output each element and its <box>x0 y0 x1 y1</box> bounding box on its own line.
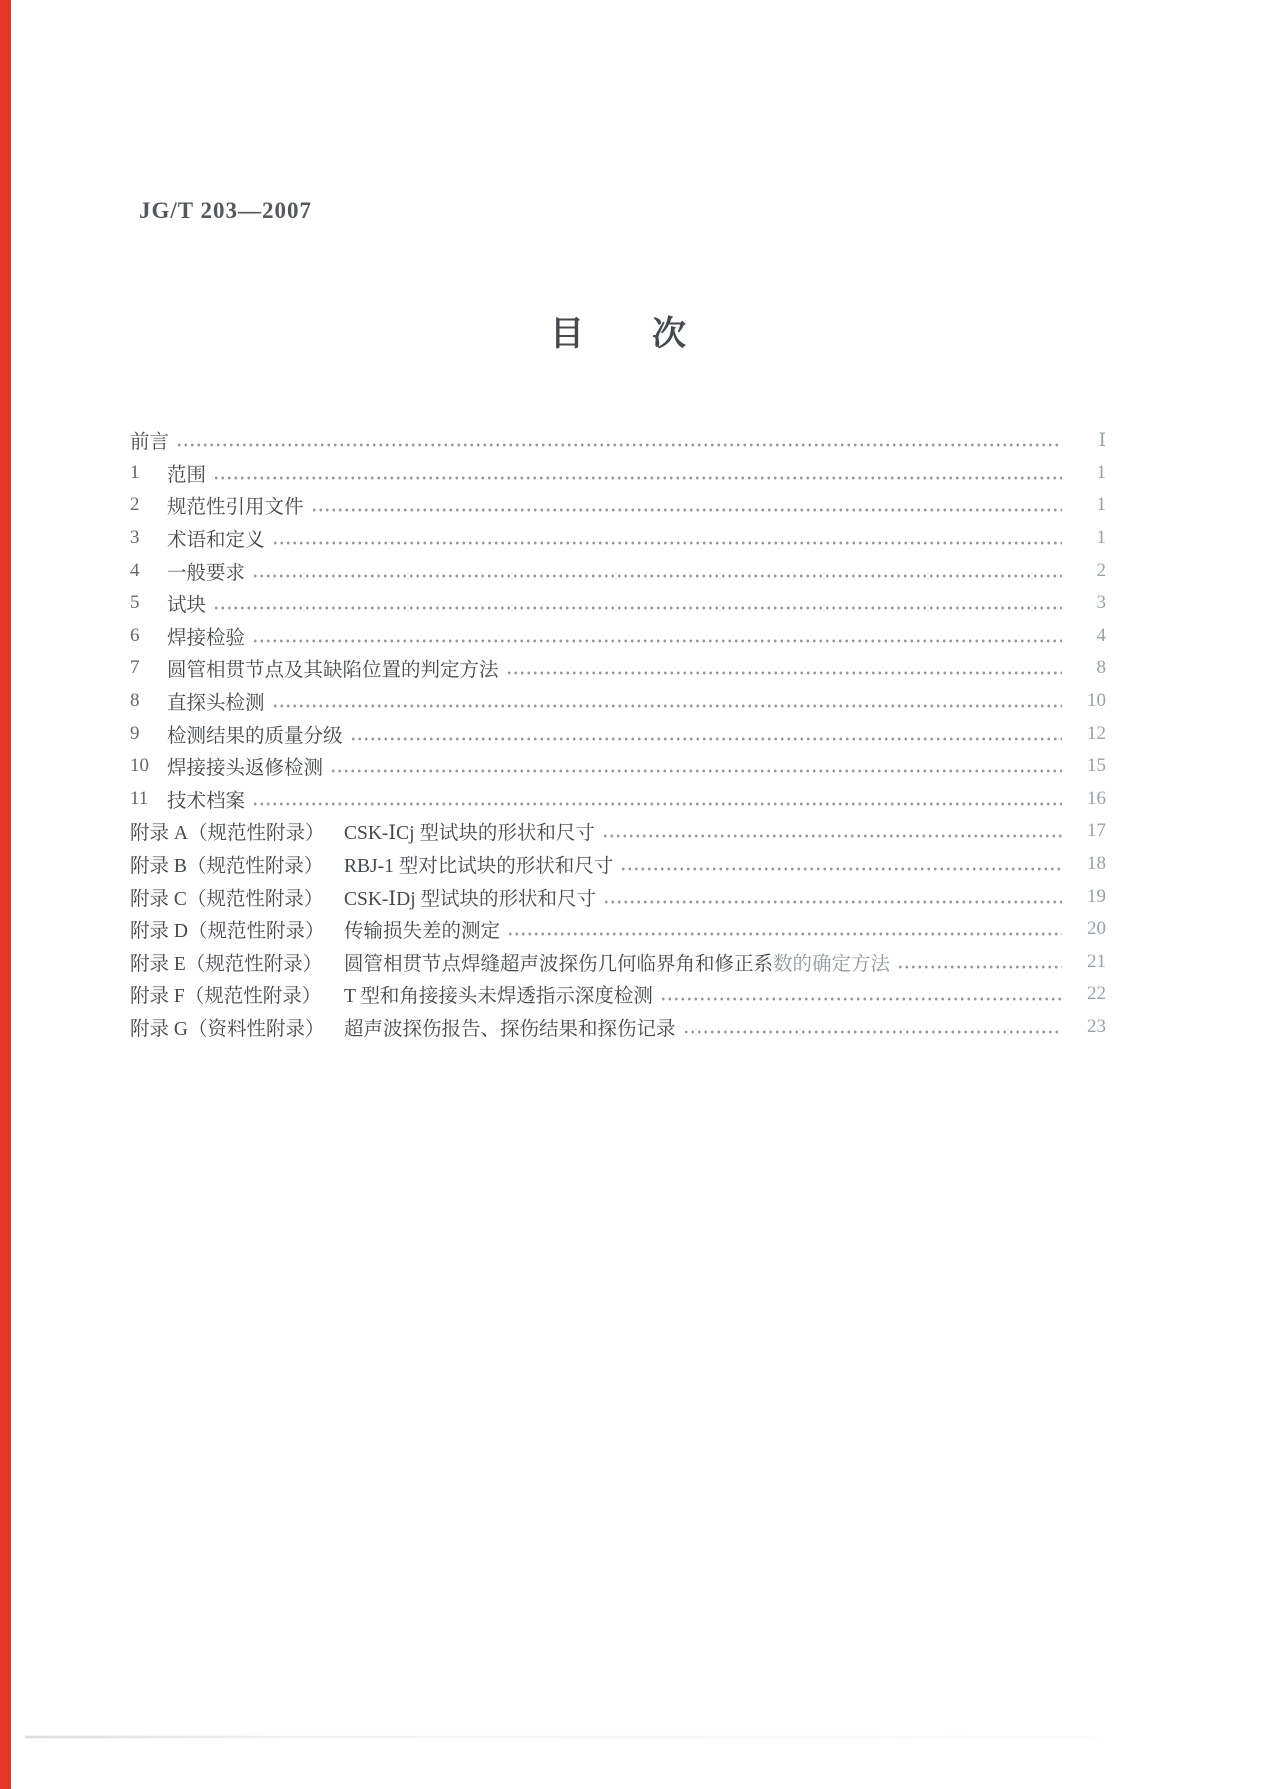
toc-dot-leader <box>311 508 1062 512</box>
toc-page-number: Ⅰ <box>1098 429 1106 451</box>
toc-page-number: 1 <box>1096 527 1106 549</box>
toc-entry-title: T 型和角接接头未焊透指示深度检测 <box>344 986 653 1008</box>
toc-page-number: 21 <box>1087 950 1106 972</box>
toc-page-number: 19 <box>1087 885 1106 907</box>
toc-page-number: 2 <box>1096 559 1106 581</box>
toc-title-char: 次 <box>652 316 686 353</box>
toc-row <box>130 880 1106 913</box>
toc-appendix-label: 附录 C（规范性附录） <box>130 888 324 910</box>
toc-dot-leader <box>272 541 1062 545</box>
toc-dot-leader <box>350 737 1062 741</box>
toc-entry-title: 前言 <box>130 432 170 454</box>
toc-row <box>130 750 1106 783</box>
toc-appendix-label: 附录 B（规范性附录） <box>130 856 324 878</box>
toc-dot-leader <box>683 1030 1062 1034</box>
toc-appendix-label: 附录 E（规范性附录） <box>130 953 323 975</box>
scan-edge-stripe <box>0 0 11 1789</box>
toc-entry-title: RBJ-1 型对比试块的形状和尺寸 <box>344 856 614 878</box>
toc-entry-title: 传输损失差的测定 <box>344 921 501 943</box>
toc-dot-leader <box>897 965 1062 969</box>
toc-row <box>130 685 1106 718</box>
toc-row <box>130 913 1106 946</box>
toc-row <box>130 815 1106 848</box>
toc-row <box>130 946 1106 979</box>
toc-entry-number: 1 <box>130 461 140 483</box>
toc-page-number: 17 <box>1087 820 1106 842</box>
toc-page-number: 20 <box>1087 918 1106 940</box>
toc-row <box>130 978 1106 1011</box>
toc-appendix-label: 附录 D（规范性附录） <box>130 921 325 943</box>
toc-dot-leader <box>252 639 1062 643</box>
toc-row <box>130 652 1106 685</box>
toc-row <box>130 554 1106 587</box>
toc-row <box>130 587 1106 620</box>
toc-entry-number: 2 <box>130 494 140 516</box>
toc-title-char: 目 <box>550 316 584 353</box>
toc-row <box>130 848 1106 881</box>
toc-entry-title: 试块 <box>167 595 207 617</box>
toc-appendix-label: 附录 G（资料性附录） <box>130 1018 325 1040</box>
toc-dot-leader <box>660 997 1062 1001</box>
toc-page-number: 1 <box>1096 494 1106 516</box>
toc-dot-leader <box>213 476 1062 480</box>
toc-page-number: 22 <box>1087 983 1106 1005</box>
toc-entry-number: 9 <box>130 722 140 744</box>
toc-entry-number: 3 <box>130 527 140 549</box>
toc-dot-leader <box>213 606 1062 610</box>
toc-appendix-label: 附录 F（规范性附录） <box>130 986 322 1008</box>
toc-page-number: 8 <box>1096 657 1106 679</box>
toc-page-number: 18 <box>1087 853 1106 875</box>
toc-page-number: 10 <box>1087 690 1106 712</box>
toc-entry-title: 规范性引用文件 <box>167 497 304 519</box>
toc-entry-number: 4 <box>130 559 140 581</box>
toc-dot-leader <box>176 443 1062 447</box>
toc-row <box>130 1011 1106 1044</box>
toc-entry-number: 10 <box>130 755 149 777</box>
toc-entry-title: 检测结果的质量分级 <box>167 725 343 747</box>
toc-entry-title: CSK-ⅠDj 型试块的形状和尺寸 <box>344 888 597 910</box>
scan-artifact-line <box>25 1736 1100 1738</box>
toc-entry-title: 范围 <box>167 464 207 486</box>
toc-row <box>130 457 1106 490</box>
toc-dot-leader <box>252 802 1062 806</box>
toc-page-number: 16 <box>1087 787 1106 809</box>
toc-page-number: 15 <box>1087 755 1106 777</box>
toc-page-number: 23 <box>1087 1015 1106 1037</box>
toc-entry-title: 术语和定义 <box>167 530 265 552</box>
toc-page-number: 3 <box>1096 592 1106 614</box>
toc-entry-number: 7 <box>130 657 140 679</box>
toc-entry-title: 一般要求 <box>167 562 246 584</box>
toc-entry-number: 8 <box>130 690 140 712</box>
toc-list <box>130 424 1106 1043</box>
toc-entry-title: 圆管相贯节点及其缺陷位置的判定方法 <box>167 660 499 682</box>
toc-entry-title: CSK-ⅠCj 型试块的形状和尺寸 <box>344 823 595 845</box>
toc-entry-number: 11 <box>130 787 149 809</box>
toc-entry-title-faint: 数的确定方法 <box>773 953 891 975</box>
toc-entry-number: 5 <box>130 592 140 614</box>
toc-page-number: 1 <box>1096 461 1106 483</box>
toc-entry-title: 焊接检验 <box>167 627 246 649</box>
toc-dot-leader <box>620 867 1062 871</box>
toc-dot-leader <box>330 769 1062 773</box>
toc-page-number: 12 <box>1087 722 1106 744</box>
standard-number: JG/T 203—2007 <box>139 198 312 223</box>
toc-dot-leader <box>272 704 1062 708</box>
toc-entry-number: 6 <box>130 624 140 646</box>
toc-entry-title: 直探头检测 <box>167 693 265 715</box>
toc-dot-leader <box>603 900 1062 904</box>
toc-row <box>130 489 1106 522</box>
toc-entry-title: 焊接接头返修检测 <box>167 758 324 780</box>
toc-appendix-label: 附录 A（规范性附录） <box>130 823 325 845</box>
toc-dot-leader <box>602 834 1062 838</box>
toc-row <box>130 424 1106 457</box>
toc-row <box>130 783 1106 816</box>
toc-entry-title: 圆管相贯节点焊缝超声波探伤几何临界角和修正系 <box>344 953 774 975</box>
toc-dot-leader <box>252 574 1062 578</box>
toc-entry-title: 超声波探伤报告、探伤结果和探伤记录 <box>344 1018 676 1040</box>
toc-entry-title: 技术档案 <box>167 790 246 812</box>
toc-dot-leader <box>507 932 1062 936</box>
toc-title <box>130 306 1106 355</box>
toc-row <box>130 620 1106 653</box>
toc-row <box>130 522 1106 555</box>
toc-dot-leader <box>506 671 1062 675</box>
toc-page-number: 4 <box>1096 624 1106 646</box>
toc-row <box>130 717 1106 750</box>
